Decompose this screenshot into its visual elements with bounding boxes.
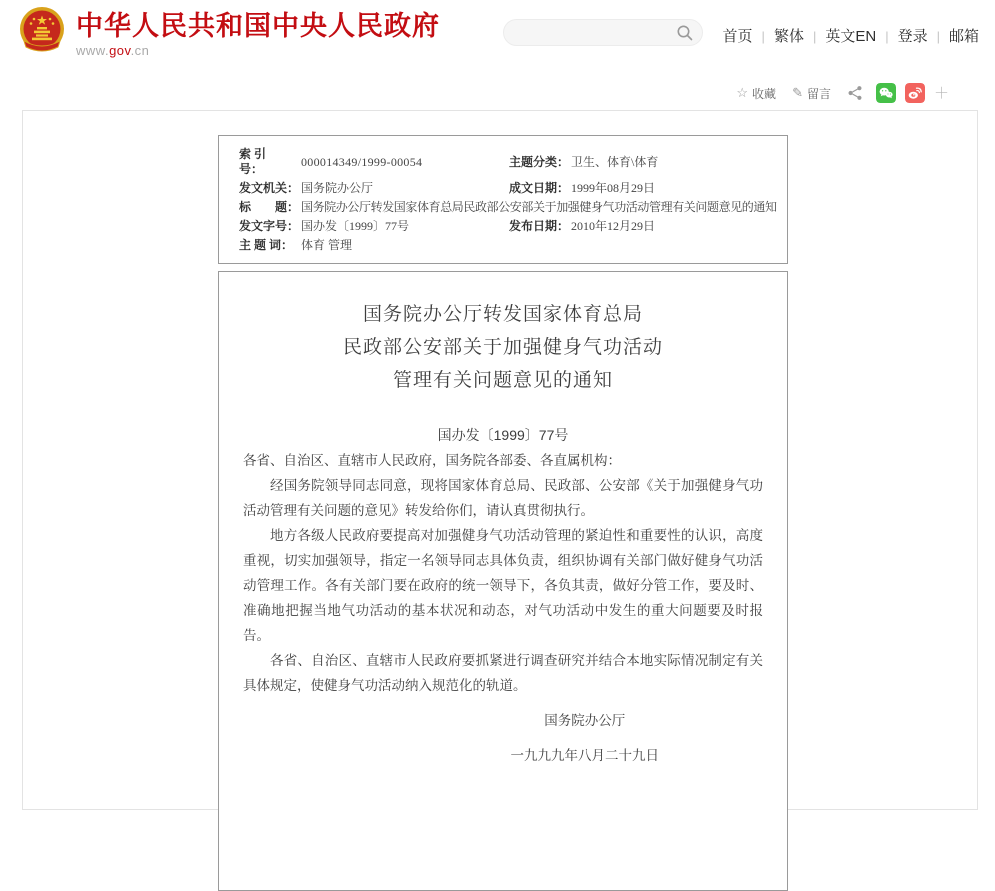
site-brand: [76, 11, 440, 58]
search-box: [503, 19, 703, 46]
field-label-topic-category: 主题分类：: [509, 154, 570, 169]
signature-date: 一九九九年八月二十九日: [510, 748, 659, 763]
document-paragraph: 各省、自治区、直辖市人民政府要抓紧进行调查研究并结合本地实际情况制定有关具体规定，使健身气功活动纳入规范化的轨道。: [243, 653, 763, 693]
pencil-icon: ✎: [792, 85, 803, 100]
field-value-keywords: 体育 管理: [301, 238, 353, 252]
document-signature: [511, 708, 660, 768]
table-row: [239, 217, 773, 236]
field-value-topic-category: 卫生、体育\体育: [571, 154, 659, 169]
field-label-written-date: 成文日期：: [509, 181, 570, 195]
weibo-share-icon[interactable]: [905, 83, 925, 103]
nav-home[interactable]: 首页: [722, 28, 753, 45]
document-paragraph: 地方各级人民政府要提高对加强健身气功活动管理的紧迫性和重要性的认识，高度重视，切实加强领导，指定一名领导同志具体负责，组织协调有关部门做好健身气功活动管理工作。各有关部门要在政府的统一领导下，各负其责，做好分管工作，要及时、准确地把握当地气功活动的基本状况和动态，对气功活动中发生的重大问题要及时报告。: [243, 528, 763, 643]
table-row: [239, 236, 773, 255]
field-label-index-number: 索 引 号：: [239, 147, 267, 176]
table-row: [239, 179, 773, 198]
more-share-button[interactable]: ＋: [933, 84, 949, 102]
share-icon: [847, 85, 863, 101]
search-icon: [676, 24, 694, 42]
document-text: [243, 448, 763, 763]
document-paragraph: 经国务院领导同志同意，现将国家体育总局、民政部、公安部《关于加强健身气功活动管理有关问题的意见》转发给你们，请认真贯彻执行。: [243, 478, 763, 518]
field-value-publish-date: 2010年12月29日: [571, 219, 656, 233]
field-value-index-number: 000014349/1999-00054: [301, 154, 423, 169]
top-nav: [723, 25, 979, 46]
national-emblem-logo: [18, 6, 66, 54]
document-salutation: 各省、自治区、直辖市人民政府，国务院各部委、各直属机构：: [243, 453, 621, 468]
document-body-panel: [218, 271, 788, 891]
favorite-button[interactable]: [736, 85, 776, 102]
wechat-share-icon[interactable]: [876, 83, 896, 103]
nav-separator: |: [812, 29, 817, 44]
favorite-label: 收藏: [752, 86, 777, 101]
table-row: [239, 198, 777, 217]
document-title: [243, 298, 763, 397]
nav-separator: |: [761, 29, 765, 44]
nav-separator: |: [936, 29, 940, 44]
share-button[interactable]: [847, 85, 863, 101]
field-label-issuing-agency: 发文机关：: [239, 181, 300, 195]
table-row: [239, 145, 773, 179]
field-label-document-number: 发文字号：: [239, 219, 300, 233]
field-label-keywords: 主 题 词：: [239, 238, 294, 252]
document-number: 国办发〔1999〕77号: [437, 427, 569, 443]
field-label-publish-date: 发布日期：: [509, 219, 570, 233]
field-value-document-number: 国办发〔1999〕77号: [301, 219, 410, 233]
field-value-issuing-agency: 国务院办公厅: [301, 181, 374, 195]
search-input[interactable]: [504, 20, 702, 45]
document-title-line: 国务院办公厅转发国家体育总局: [362, 304, 643, 325]
field-value-written-date: 1999年08月29日: [571, 181, 656, 195]
message-button[interactable]: [792, 85, 831, 102]
document-title-line: 管理有关问题意见的通知: [392, 370, 613, 391]
signature-agency: 国务院办公厅: [544, 713, 626, 728]
nav-english[interactable]: 英文EN: [825, 28, 877, 45]
star-icon: ☆: [736, 85, 749, 100]
content-frame: [22, 110, 978, 810]
field-label-title: 标 题：: [239, 200, 300, 214]
nav-traditional[interactable]: 繁体: [773, 28, 804, 45]
nav-separator: |: [885, 29, 889, 44]
search-button[interactable]: [676, 24, 694, 42]
message-label: 留言: [806, 86, 831, 101]
document-info-table: [218, 135, 788, 264]
site-header: [0, 0, 995, 72]
site-title: 中华人民共和国中央人民政府: [76, 11, 440, 41]
document-title-line: 民政部公安部关于加强健身气功活动: [342, 337, 663, 358]
nav-mailbox[interactable]: 邮箱: [948, 28, 979, 45]
nav-login[interactable]: 登录: [897, 28, 928, 45]
field-value-title: 国务院办公厅转发国家体育总局民政部公安部关于加强健身气功活动管理有关问题意见的通知: [301, 200, 777, 214]
site-url: www.gov.cn: [76, 43, 150, 58]
share-toolbar: [736, 82, 949, 104]
